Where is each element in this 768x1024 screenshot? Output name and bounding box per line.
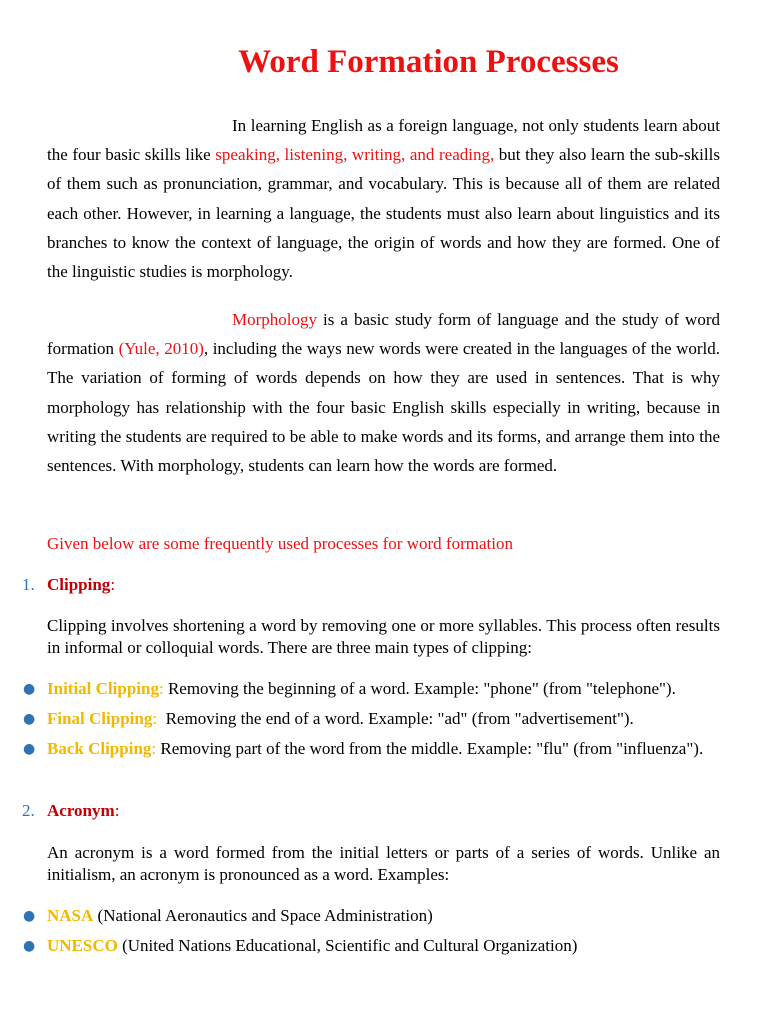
list-item (23, 905, 720, 927)
bullet-text: Removing part of the word from the middle. Example: "flu" (from "influenza"). (156, 739, 704, 758)
bullet-icon: ● (23, 908, 36, 924)
bullet-term: NASA (47, 906, 94, 925)
bullet-icon: ● (23, 938, 36, 954)
section-clipping-heading (22, 574, 116, 596)
section-acronym-heading (22, 800, 120, 822)
intro-paragraph-1 (47, 111, 720, 286)
list-number: 2. (22, 801, 35, 820)
bullet-sep: : (151, 739, 157, 758)
bullet-term: Back Clipping (47, 739, 152, 758)
citation: (Yule, 2010) (118, 339, 204, 359)
list-number: 1. (22, 575, 35, 594)
acronym-description: An acronym is a word formed from the initial letters or parts of a series of words. Unlike an initialism, an acronym is pronounced as a word. Examples: (47, 843, 720, 884)
list-item (23, 708, 720, 730)
section-heading-text: Acronym (47, 801, 115, 820)
bullet-icon: ● (23, 741, 36, 757)
morphology-term: Morphology (232, 310, 317, 329)
bullet-term: UNESCO (47, 936, 118, 955)
morphology-text-b: , including the ways new words were created in the languages of the world. The variation of forming of words depends on how they are used in sentences. That is why morphology has relationship with the four basic English skills especially in writing, because in writing the students are required to be able to make words and its forms, and arrange them into the sentences. With morphology, students can learn how the words are formed. (47, 339, 721, 476)
bullet-icon: ● (23, 711, 36, 727)
bullet-text: (National Aeronautics and Space Administration) (93, 906, 433, 925)
list-item (23, 678, 720, 700)
morphology-text-a: is a basic study form of language and the study of word formation (47, 310, 720, 359)
section-heading-colon: : (114, 801, 120, 820)
list-item (23, 738, 720, 760)
bullet-sep: : (158, 679, 164, 698)
given-below-line: Given below are some frequently used processes for word formation (47, 534, 513, 553)
bullet-text: Removing the end of a word. Example: "ad" (from "advertisement"). (157, 709, 634, 728)
bullet-text: Removing the beginning of a word. Example: "phone" (from "telephone"). (163, 679, 676, 698)
bullet-text: (United Nations Educational, Scientific and Cultural Organization) (117, 936, 578, 955)
intro-text-b: but they also learn the sub-skills of them such as pronunciation, grammar, and vocabulary. This is because all of them are related each other. However, in learning a language, the students must also learn about linguistics and its branches to know the context of language, the origin of words and how they are formed. One of the linguistic studies is morphology. (47, 145, 720, 282)
bullet-term: Final Clipping (47, 709, 153, 728)
bullet-sep: : (152, 709, 158, 728)
section-heading-text: Clipping (47, 575, 111, 594)
bullet-icon: ● (23, 681, 36, 697)
clipping-description: Clipping involves shortening a word by removing one or more syllables. This process often results in informal or colloquial words. There are three main types of clipping: (47, 616, 720, 657)
page-title: Word Formation Processes (238, 44, 619, 80)
intro-paragraph-2 (47, 305, 720, 480)
intro-text-a: In learning English as a foreign language, not only students learn about the four basic skills like (47, 116, 720, 165)
list-item (23, 935, 720, 957)
section-heading-colon: : (110, 575, 116, 594)
bullet-term: Initial Clipping (47, 679, 159, 698)
skills-highlight: speaking, listening, writing, and reading, (215, 145, 495, 165)
